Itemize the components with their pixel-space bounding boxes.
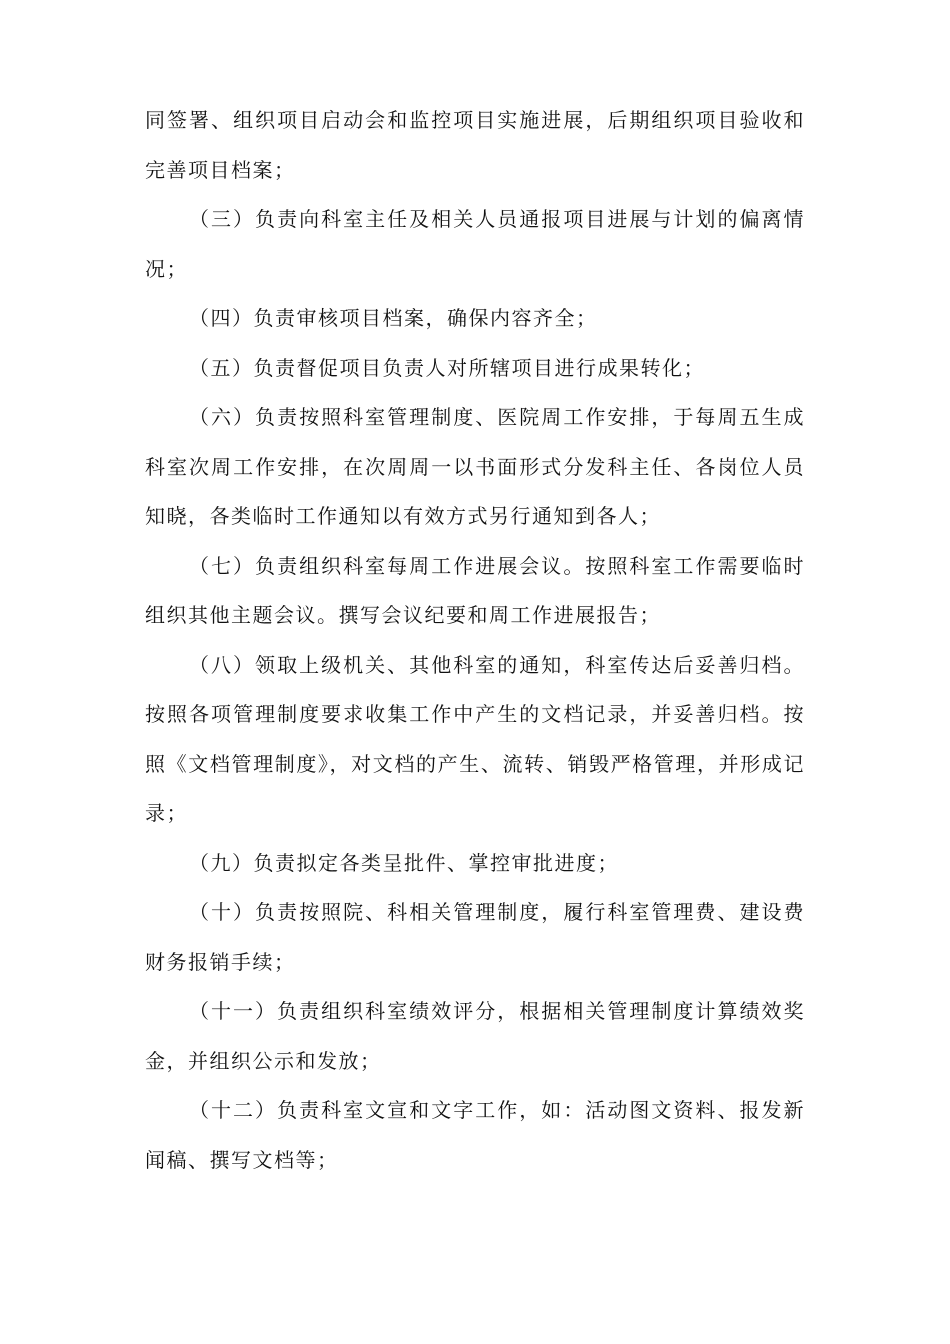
paragraph-item-5: （五）负责督促项目负责人对所辖项目进行成果转化； <box>189 355 705 380</box>
paragraph-item-12: （十二）负责科室文宣和文字工作，如：活动图文资料、报发新闻稿、撰写文档等； <box>145 1098 805 1172</box>
paragraph-item-7: （七）负责组织科室每周工作进展会议。按照科室工作需要临时组织其他主题会议。撰写会议纪要和周工作进展报告； <box>145 553 805 627</box>
paragraph-item-9: （九）负责拟定各类呈批件、掌控审批进度； <box>189 850 619 875</box>
paragraph-item-8: （八）领取上级机关、其他科室的通知，科室传达后妥善归档。按照各项管理制度要求收集工作中产生的文档记录，并妥善归档。按照《文档管理制度》，对文档的产生、流转、销毁严格管理，并形成记录； <box>145 652 805 825</box>
paragraph-item-4: （四）负责审核项目档案，确保内容齐全； <box>189 306 598 330</box>
paragraph-item-6: （六）负责按照科室管理制度、医院周工作安排，于每周五生成科室次周工作安排，在次周周一以书面形式分发科主任、各岗位人员知晓，各类临时工作通知以有效方式另行通知到各人； <box>145 405 805 528</box>
paragraph-item-3: （三）负责向科室主任及相关人员通报项目进展与计划的偏离情况； <box>145 207 805 281</box>
paragraph-continuation: 同签署、组织项目启动会和监控项目实施进展，后期组织项目验收和完善项目档案； <box>145 108 805 182</box>
paragraph-item-11: （十一）负责组织科室绩效评分，根据相关管理制度计算绩效奖金，并组织公示和发放； <box>145 999 805 1073</box>
paragraph-item-10: （十）负责按照院、科相关管理制度，履行科室管理费、建设费财务报销手续； <box>145 900 805 974</box>
document-body <box>145 96 805 1185</box>
